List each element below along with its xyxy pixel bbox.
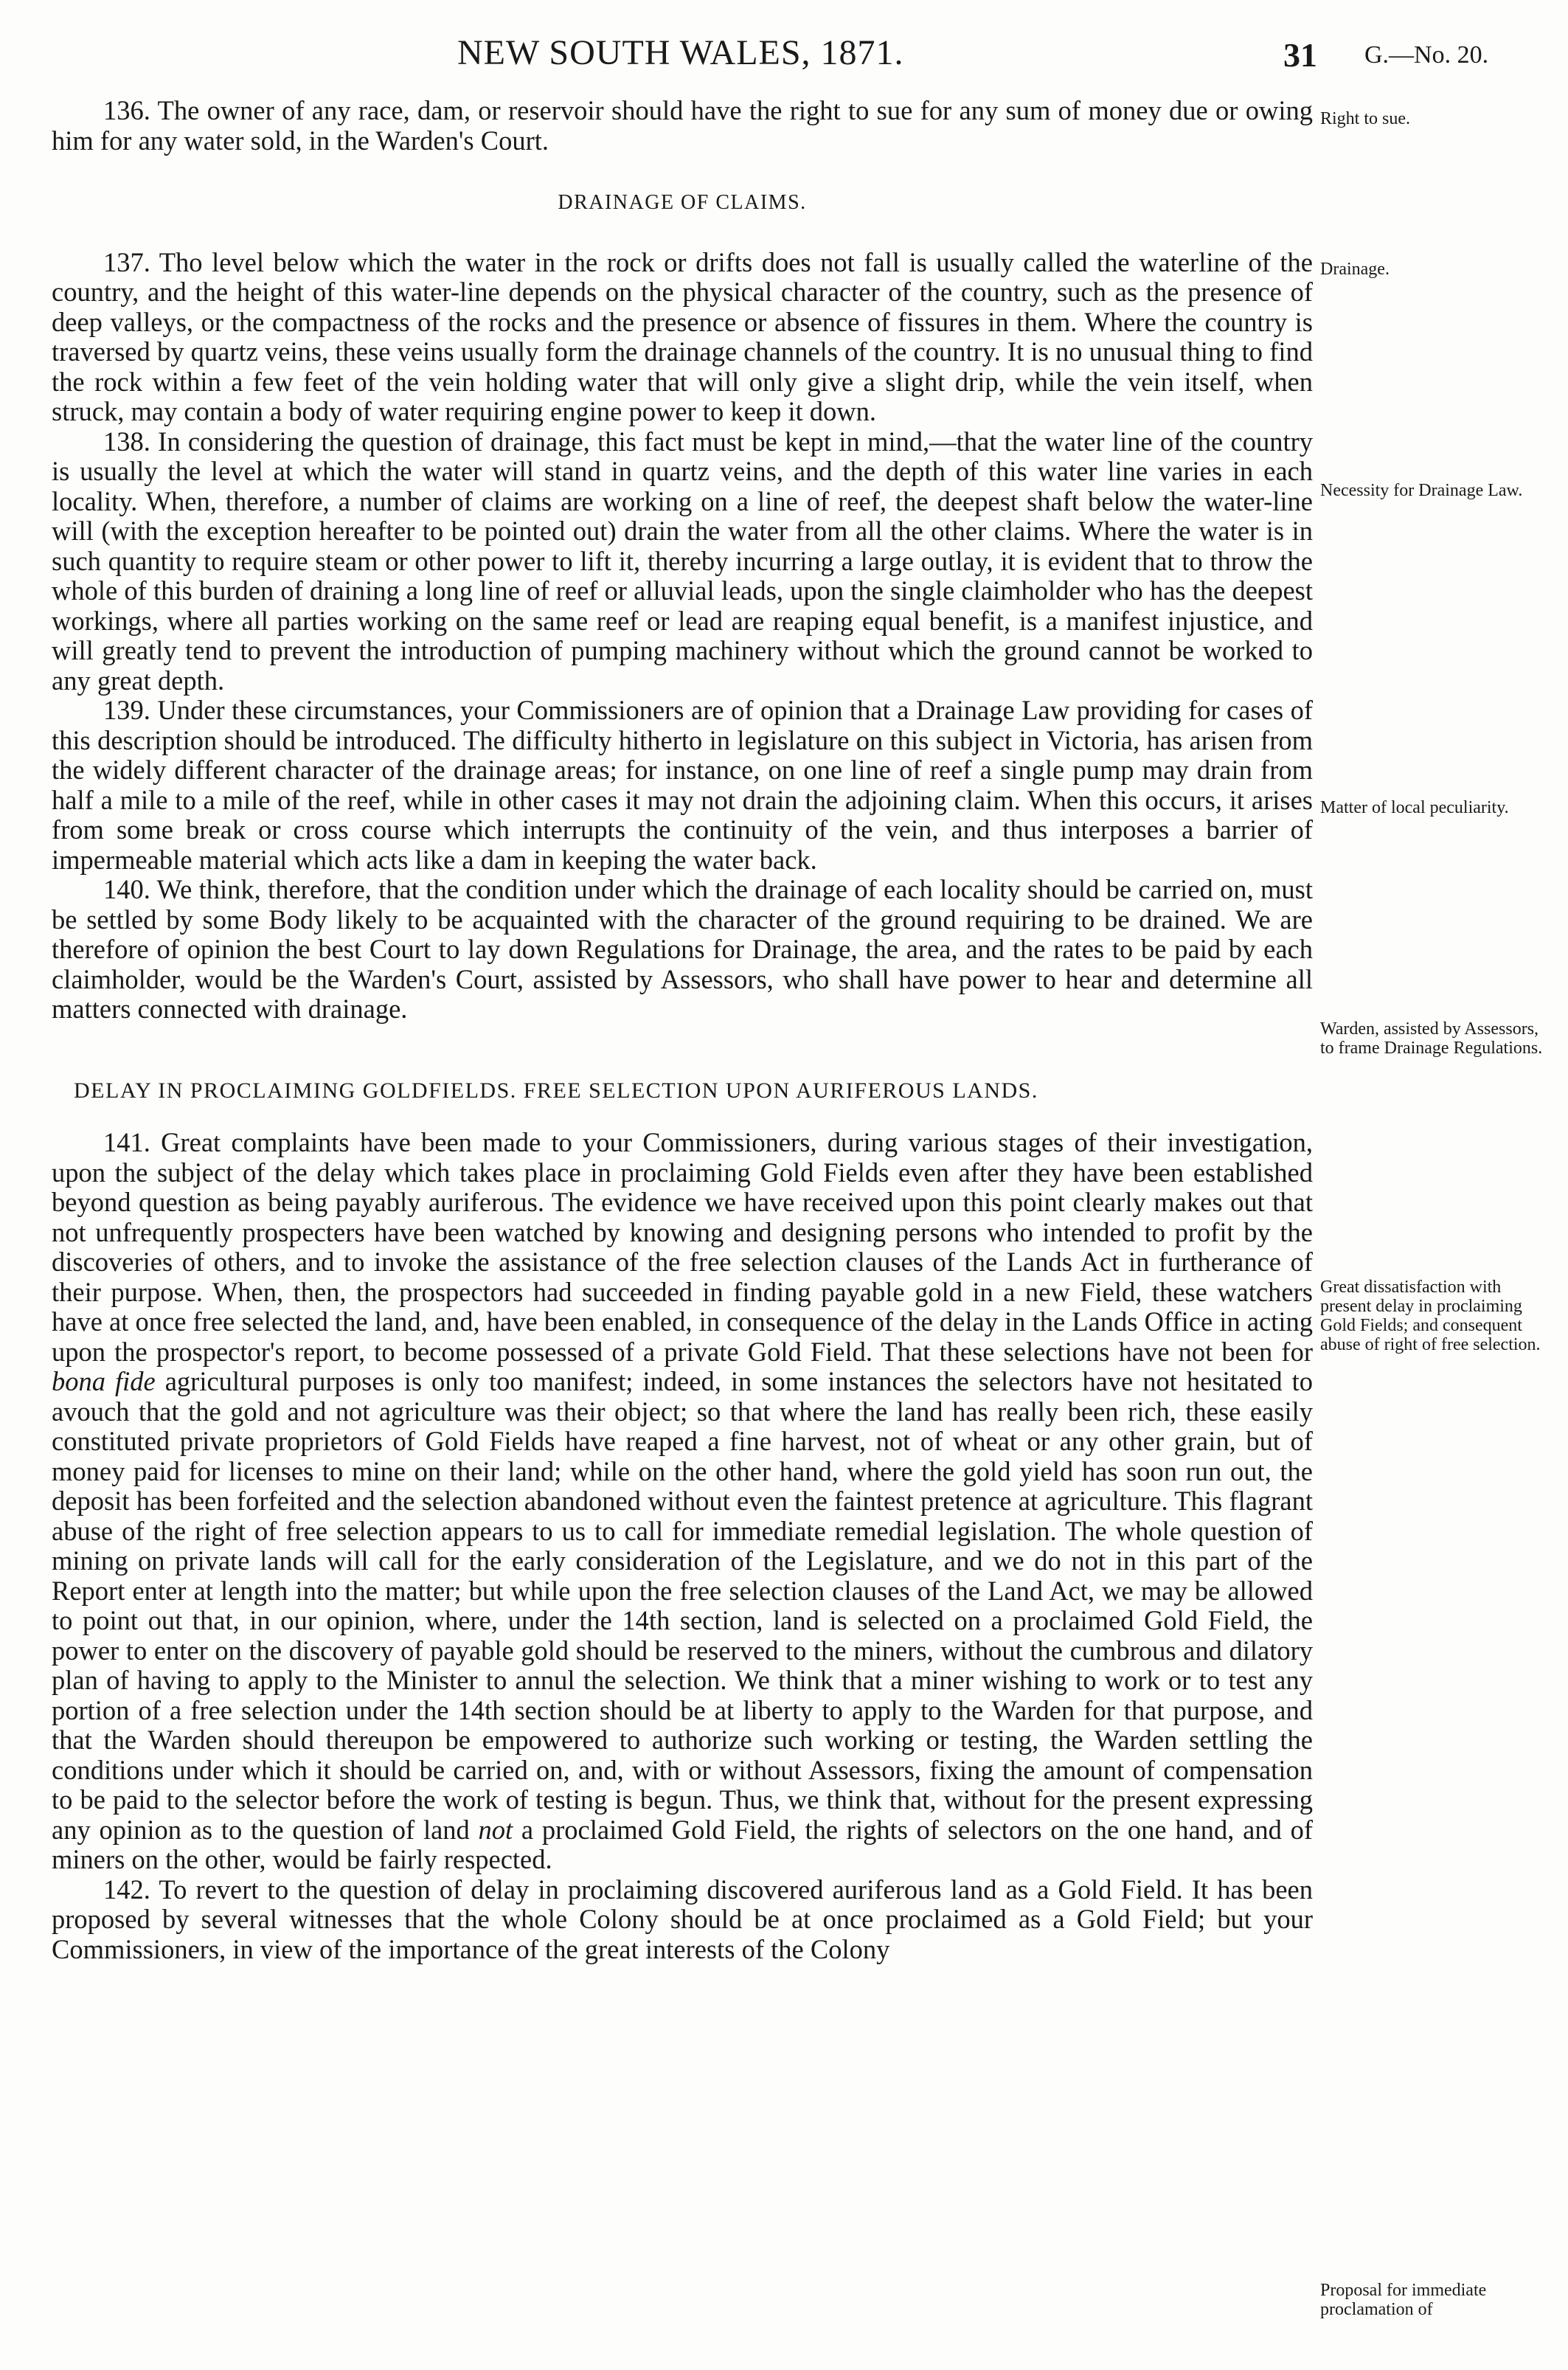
paragraph-140: 140. We think, therefore, that the condition under which the drainage of each locality should be carried on, must be settled by some Body likely to be acquainted with the character of the ground requiring to be drained. We are therefore of opinion the best Court to lay down Regulations for Drainage, the area, and the rates to be paid by each claimholder, would be the Warden's Court, assisted by Assessors, who shall have power to hear and determine all matters connected with drainage. <box>52 874 1313 1024</box>
sidenote-necessity-drainage-law: Necessity for Drainage Law. <box>1320 481 1523 500</box>
paragraph-141-part-b: agricultural purposes is only too manifest; indeed, in some instances the selectors have not hesitated to avouch that the gold and not agriculture was their object; so that where the land has really been rich, these easily constituted private proprietors of Gold Fields have reaped a fine harvest, not of wheat or any other grain, but of money paid for licenses to mine on their land; while on the other hand, where the gold yield has soon run out, the deposit has been forfeited and the selection abandoned without even the faintest pretence at agriculture. This flagrant abuse of the right of free selection appears to us to call for immediate remedial legislation. The whole question of mining on private lands will call for the early consideration of the Legislature, and we do not in this part of the Report enter at length into the matter; but while upon the free selection clauses of the Land Act, we may be allowed to point out that, in our opinion, where, under the 14th section, land is selected on a proclaimed Gold Field, the power to enter on the discovery of payable gold should be reserved to the miners, without the cumbrous and dilatory plan of having to apply to the Minister to annul the selection. We think that a miner wishing to work or to test any portion of a free selection under the 14th section should be at liberty to apply to the Warden for that purpose, and that the Warden should thereupon be empowered to authorize such working or testing, the Warden settling the conditions under which it should be carried on, and, with or without Assessors, fixing the amount of compensation to be paid to the selector before the work of testing is begun. Thus, we think that, without for the present expressing any opinion as to the question of land <box>52 1366 1313 1845</box>
sidenote-local-peculiarity: Matter of local peculiarity. <box>1320 798 1509 817</box>
page-header <box>0 27 1568 78</box>
paragraph-139: 139. Under these circumstances, your Commissioners are of opinion that a Drainage Law providing for cases of this description should be introduced. The difficulty hitherto in legislature on this subject in Victoria, has arisen from the widely different character of the drainage areas; for instance, on one line of reef a single pump may drain from half a mile to a mile of the reef, while in other cases it may not drain the adjoining claim. When this occurs, it arises from some break or cross course which interrupts the continuity of the vein, and thus interposes a barrier of impermeable material which acts like a dam in keeping the water back. <box>52 695 1313 875</box>
paragraph-136: 136. The owner of any race, dam, or reservoir should have the right to sue for any sum of money due or owing him for any water sold, in the Warden's Court. <box>52 95 1313 156</box>
sidenote-great-dissatisfaction: Great dissatisfaction with present delay in proclaiming Gold Fields; and consequent abuse of right of free selection. <box>1320 1278 1541 1354</box>
sidenote-drainage: Drainage. <box>1320 260 1390 279</box>
document-reference: G.—No. 20. <box>1364 41 1489 69</box>
paragraph-137: 137. Tho level below which the water in the rock or drifts does not fall is usually called the waterline of the country, and the height of this water-line depends on the physical character of the country, such as the presence of deep valleys, or the compactness of the rocks and the presence or absence of fissures in them. Where the country is traversed by quartz veins, these veins usually form the drainage channels of the country. It is no unusual thing to find the rock within a few feet of the vein holding water that will only give a slight drip, while the vein itself, when struck, may contain a body of water requiring engine power to keep it down. <box>52 246 1313 426</box>
section-heading-drainage: DRAINAGE OF CLAIMS. <box>558 191 807 214</box>
paragraph-141-not: not <box>478 1814 513 1845</box>
sidenote-proposal-proclamation: Proposal for immediate proclamation of <box>1320 2281 1487 2319</box>
page-title: NEW SOUTH WALES, 1871. <box>457 33 904 72</box>
paragraph-141-italic: bona fide <box>52 1366 156 1396</box>
paragraph-141 <box>52 1128 1313 1875</box>
paragraph-141-part-c: a proclaimed Gold Field, the rights of selectors on the one hand, and of miners on the other, would be fairly respected. <box>52 1814 1313 1874</box>
section-heading-delay: DELAY IN PROCLAIMING GOLDFIELDS. FREE SELECTION UPON AURIFEROUS LANDS. <box>74 1078 1038 1103</box>
paragraph-142: 142. To revert to the question of delay in proclaiming discovered auriferous land as a Gold Field. It has been proposed by several witnesses that the whole Colony should be at once proclaimed as a Gold Field; but your Commissioners, in view of the importance of the great interests of the Colony <box>52 1874 1313 1964</box>
page-number: 31 <box>1283 36 1317 74</box>
paragraph-138: 138. In considering the question of drainage, this fact must be kept in mind,—that the water line of the country is usually the level at which the water will stand in quartz veins, and the depth of this water line varies in each locality. When, therefore, a number of claims are working on a line of reef, the deepest shaft below the water-line will (with the exception hereafter to be pointed out) drain the water from all the other claims. Where the water is in such quantity to require steam or other power to lift it, thereby incurring a large outlay, it is evident that to throw the whole of this burden of draining a long line of reef or alluvial leads, upon the single claimholder who has the deepest workings, where all parties working on the same reef or lead are reaping equal benefit, is a manifest injustice, and will greatly tend to prevent the introduction of pumping machinery without which the ground cannot be worked to any great depth. <box>52 426 1313 696</box>
main-text <box>52 96 1313 1964</box>
paragraph-141-part-a: 141. Great complaints have been made to your Commissioners, during various stages of their investigation, upon the subject of the delay which takes place in proclaiming Gold Fields even after they have been established beyond question as being payably auriferous. The evidence we have received upon this point clearly makes out that not unfrequently prospecters have been watched by knowing and designing persons who intended to profit by the discoveries of others, and to invoke the assistance of the free selection clauses of the Lands Act in furtherance of their purpose. When, then, the prospectors had succeeded in finding payable gold in a new Field, these watchers have at once free selected the land, and, have been enabled, in consequence of the delay in the Lands Office in acting upon the prospector's report, to become possessed of a private Gold Field. That these selections have not been for <box>52 1127 1314 1367</box>
sidenote-right-to-sue: Right to sue. <box>1320 109 1411 128</box>
sidenote-warden-assessors: Warden, assisted by Assessors, to frame Drainage Regulations. <box>1320 1019 1543 1058</box>
